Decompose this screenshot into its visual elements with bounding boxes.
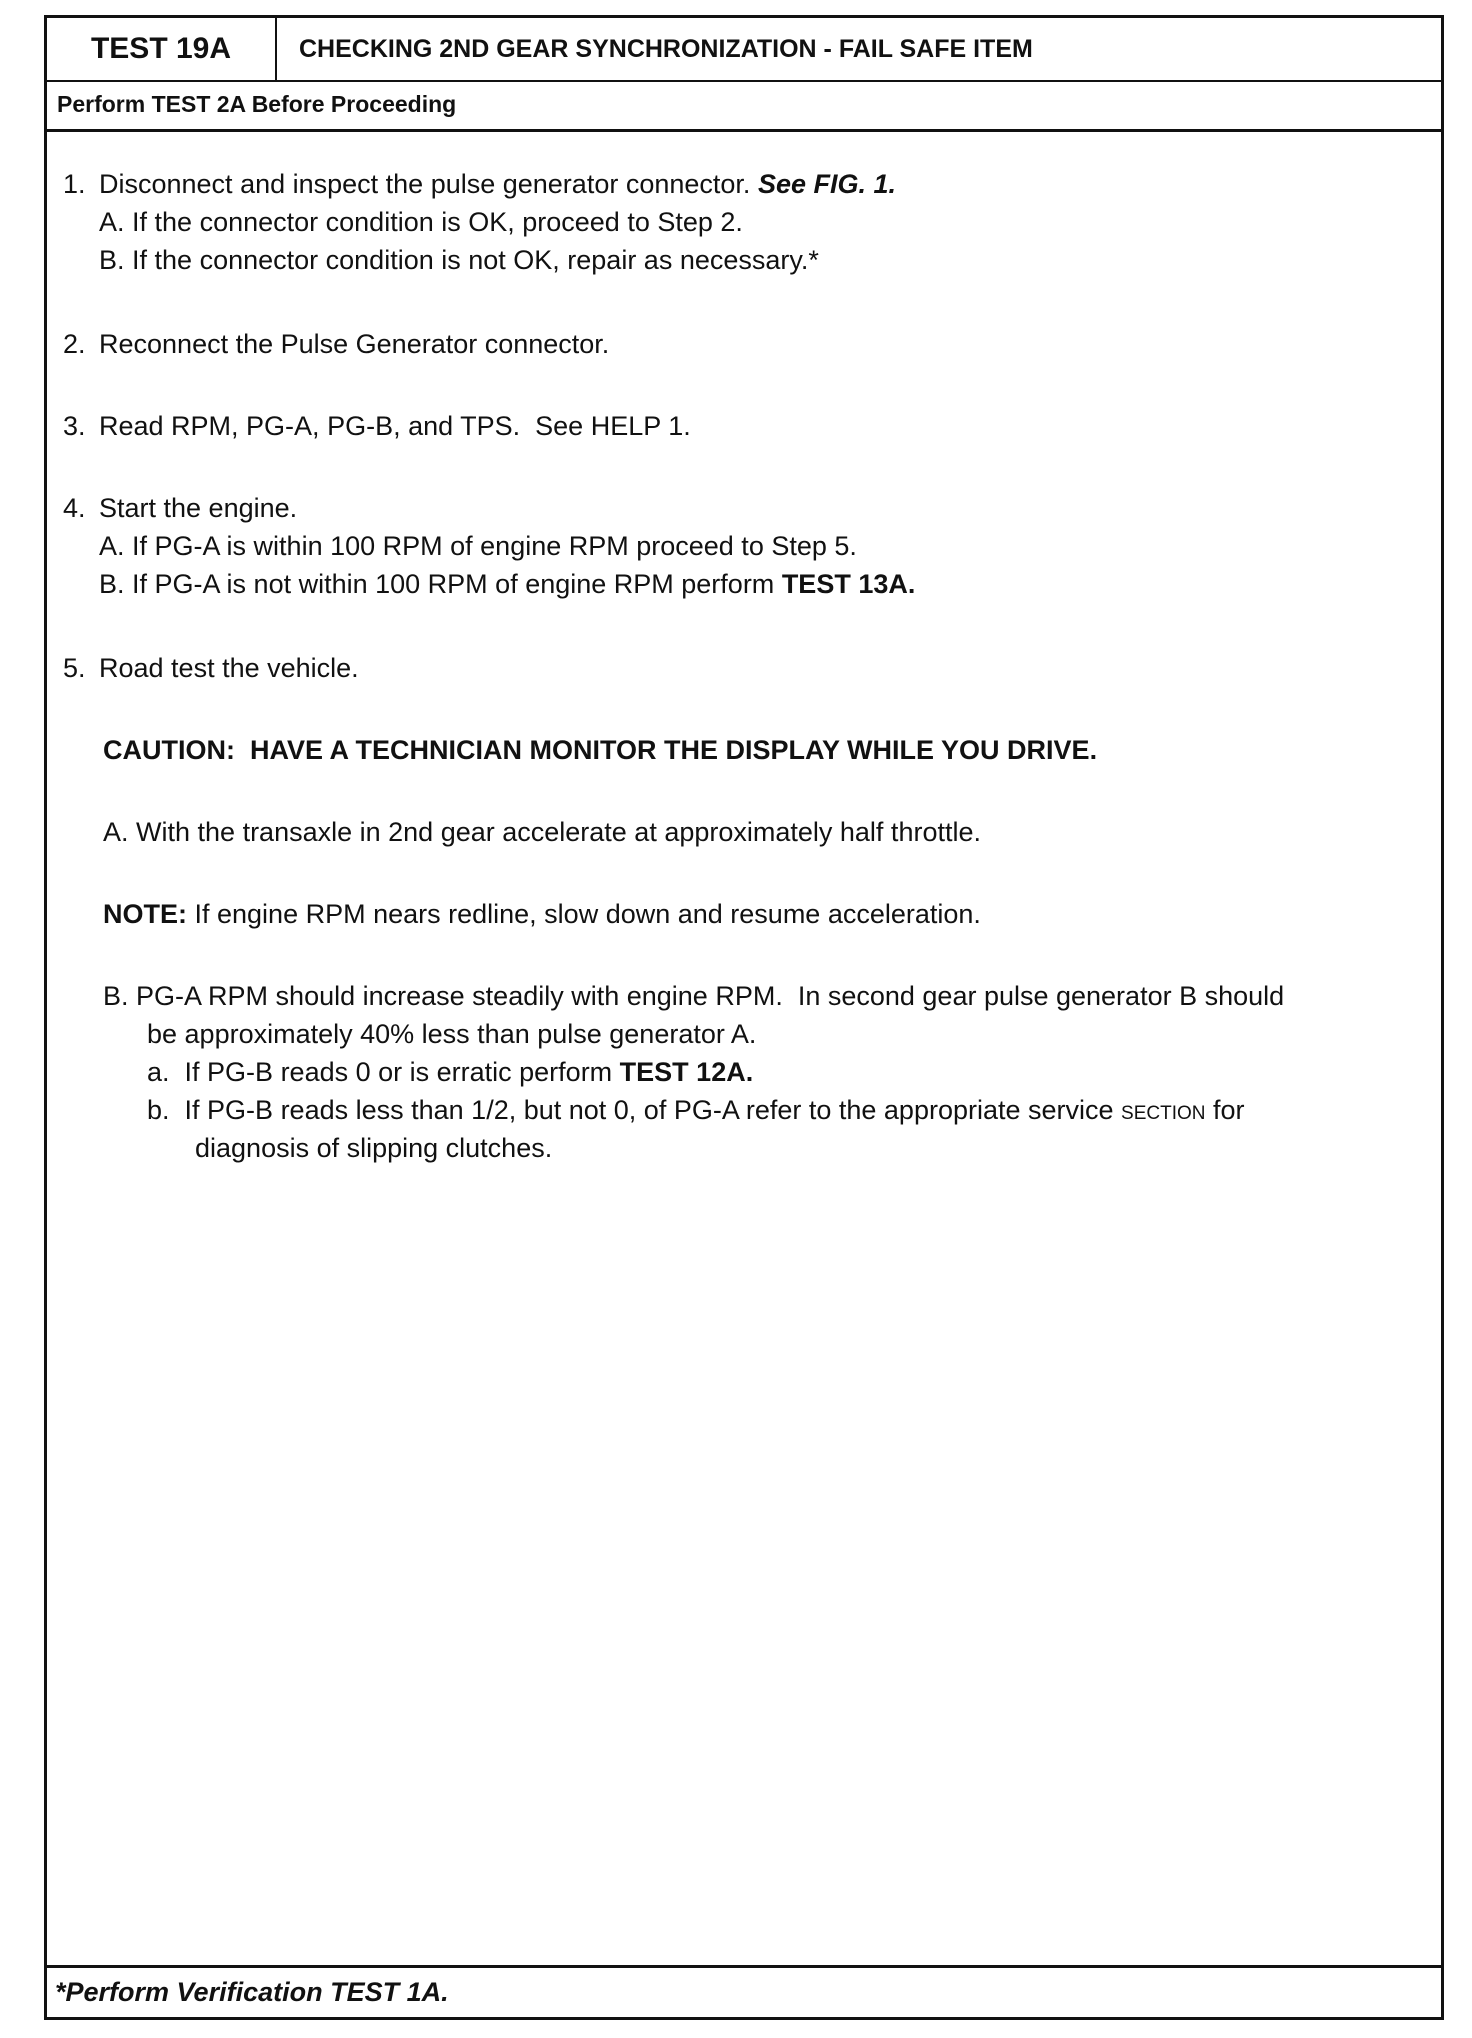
step-3-text: Read RPM, PG-A, PG-B, and TPS. See HELP 1. [99, 411, 691, 441]
step-4a [99, 528, 857, 564]
step-5a [103, 814, 981, 850]
step-1-text: Disconnect and inspect the pulse generator connector. [99, 169, 751, 199]
step-4-text: Start the engine. [99, 493, 298, 523]
test-title: CHECKING 2ND GEAR SYNCHRONIZATION - FAIL SAFE ITEM [299, 35, 1033, 63]
step-2-text: Reconnect the Pulse Generator connector. [99, 329, 610, 359]
step-5b-a-period: . [745, 1057, 754, 1087]
step-1b-label: B. [99, 245, 125, 275]
step-4a-text: If PG-A is within 100 RPM of engine RPM proceed to Step 5. [132, 531, 857, 561]
step-1 [99, 166, 896, 202]
step-5b-b-line-1-end: for [1205, 1095, 1245, 1125]
step-5b [103, 978, 1284, 1014]
step-4a-label: A. [99, 531, 125, 561]
step-4b-period: . [907, 569, 916, 599]
step-5b-b-label: b. [147, 1095, 170, 1125]
caution-text: CAUTION: HAVE A TECHNICIAN MONITOR THE DISPLAY WHILE YOU DRIVE. [103, 735, 1098, 765]
step-5b-b-line-2: diagnosis of slipping clutches. [195, 1133, 553, 1163]
step-5b-label: B. [103, 981, 129, 1011]
step-1-figure-ref: See FIG. 1. [757, 169, 896, 199]
step-1b [99, 242, 819, 278]
step-4-number: 4. [63, 493, 86, 523]
step-1b-text: If the connector condition is not OK, repair as necessary.* [132, 245, 819, 275]
step-1a-label: A. [99, 207, 125, 237]
step-1a [99, 204, 743, 240]
prerequisite: Perform TEST 2A Before Proceeding [47, 80, 1441, 132]
step-5-text: Road test the vehicle. [99, 653, 359, 683]
step-5b-a-text: If PG-B reads 0 or is erratic perform [184, 1057, 620, 1087]
step-5b-line-2: be approximately 40% less than pulse generator A. [147, 1019, 757, 1049]
step-5b-b-section: SECTION [1121, 1103, 1206, 1124]
step-5b-a-label: a. [147, 1057, 170, 1087]
step-4b-text: If PG-A is not within 100 RPM of engine RPM perform [132, 569, 782, 599]
step-5b-a-test-ref: TEST 12A [619, 1057, 746, 1087]
footer-note: *Perform Verification TEST 1A. [47, 1965, 1441, 2017]
test-id: TEST 19A [47, 18, 277, 80]
step-5b-b [147, 1092, 1245, 1132]
step-2-number: 2. [63, 329, 86, 359]
step-4b-test-ref: TEST 13A [781, 569, 908, 599]
step-4b [99, 566, 915, 602]
note-label: NOTE: [103, 899, 187, 929]
step-1a-text: If the connector condition is OK, proceed to Step 2. [132, 207, 743, 237]
step-5b-line-1: PG-A RPM should increase steadily with engine RPM. In second gear pulse generator B should [136, 981, 1285, 1011]
step-5a-label: A. [103, 817, 129, 847]
step-1-number: 1. [63, 169, 86, 199]
step-5-number: 5. [63, 653, 86, 683]
step-5b-a [147, 1054, 753, 1090]
step-5b-b-line-1: If PG-B reads less than 1/2, but not 0, of PG-A refer to the appropriate service [184, 1095, 1122, 1125]
note-text: If engine RPM nears redline, slow down and resume acceleration. [187, 899, 981, 929]
step-5a-text: With the transaxle in 2nd gear accelerate at approximately half throttle. [136, 817, 981, 847]
step-4b-label: B. [99, 569, 125, 599]
test-procedure-sheet [44, 15, 1444, 2020]
step-3-number: 3. [63, 411, 86, 441]
header-row [47, 18, 1441, 82]
note [103, 896, 981, 932]
